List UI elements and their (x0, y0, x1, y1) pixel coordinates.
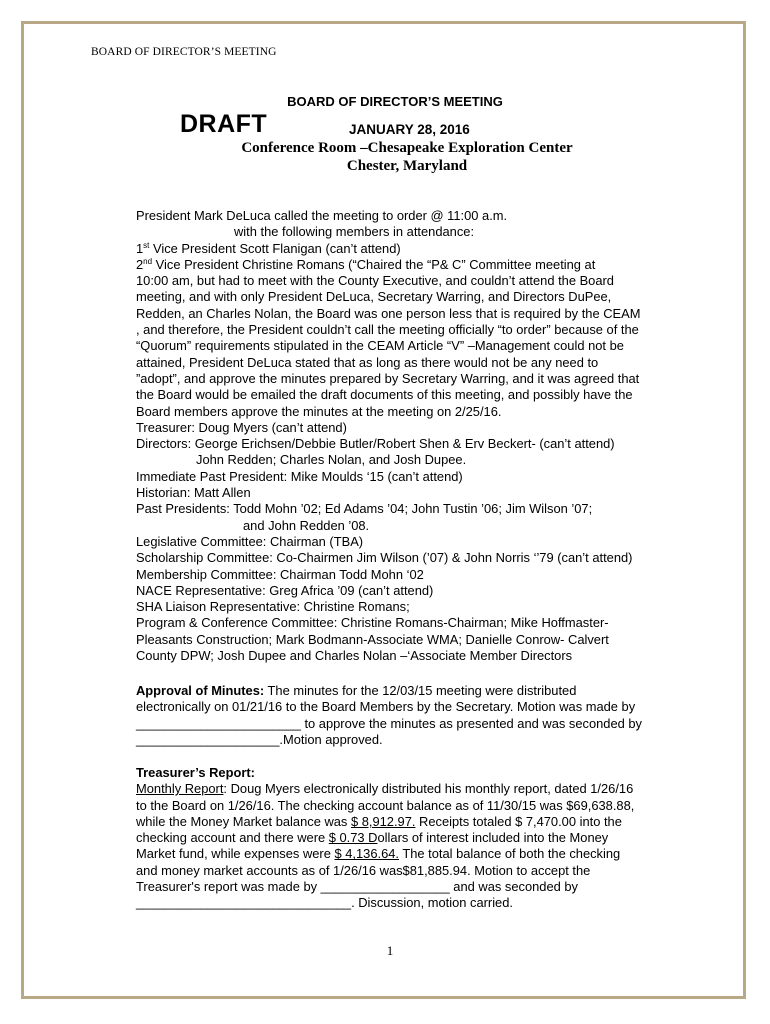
text-line: Board members approve the minutes at the meeting on 2/25/16. (136, 403, 502, 419)
text-line: , and therefore, the President couldn’t call the meeting officially “to order” because of the (136, 322, 639, 338)
text-line: and money market accounts as of 1/26/16 was$81,885.94. Motion to accept the (136, 862, 591, 878)
text-line: with the following members in attendance: (234, 224, 475, 240)
text-line: 1st Vice President Scott Flanigan (can’t attend) (136, 240, 401, 256)
text-line: President Mark DeLuca called the meeting to order @ 11:00 a.m. (136, 208, 508, 223)
text-line: Monthly Report: Doug Myers electronically distributed his monthly report, dated 1/26/16 (136, 781, 634, 797)
attendance-section (136, 208, 696, 664)
meeting-location: Conference Room –Chesapeake Exploration Center (241, 140, 573, 156)
text-line: ____________________.Motion approved. (136, 731, 383, 747)
text-line: Program & Conference Committee: Christine Romans-Chairman; Mike Hoffmaster- (136, 615, 609, 631)
treasurer-section (136, 765, 696, 912)
section-heading: Treasurer’s Report: (136, 765, 255, 780)
approval-section (136, 683, 696, 748)
text-line: electronically on 01/21/16 to the Board Members by the Secretary. Motion was made by (136, 699, 636, 715)
text-line: Past Presidents: Todd Mohn ’02; Ed Adams ’04; John Tustin ’06; Jim Wilson ’07; (136, 501, 593, 517)
text-line: and John Redden ’08. (243, 517, 370, 533)
text-line: John Redden; Charles Nolan, and Josh Dupee. (196, 452, 467, 468)
text-line: the Board would be emailed the draft documents of this meeting, and possibly have the (136, 387, 633, 403)
text-line: Redden, an Charles Nolan, the Board was one person less that is required by the CEAM (136, 305, 641, 321)
text-line: ”adopt”, and approve the minutes prepared by Secretary Warring, and it was agreed that (136, 370, 640, 386)
text-line: Legislative Committee: Chairman (TBA) (136, 533, 364, 549)
text-line: _______________________ to approve the minutes as presented and was seconded by (136, 715, 642, 731)
text-line: attained, President DeLuca stated that as long as there would not be any need to (136, 354, 599, 370)
text-line: 2nd Vice President Christine Romans (“Chaired the “P& C” Committee meeting at (136, 256, 596, 272)
text-line: Immediate Past President: Mike Moulds ‘15 (can’t attend) (136, 468, 463, 484)
document-title: BOARD OF DIRECTOR’S MEETING (287, 94, 503, 109)
meeting-city: Chester, Maryland (346, 158, 468, 174)
text-line: NACE Representative: Greg Africa ’09 (can’t attend) (136, 582, 434, 598)
text-line: Approval of Minutes: The minutes for the 12/03/15 meeting were distributed (136, 683, 577, 698)
text-line: checking account and there were $ 0.73 Dollars of interest included into the Money (136, 830, 609, 846)
text-line: to the Board on 1/26/16. The checking account balance as of 11/30/15 was $69,638.88, (136, 797, 635, 813)
monthly-report-label: Monthly Report (136, 781, 224, 797)
running-header: BOARD OF DIRECTOR’S MEETING (91, 46, 277, 58)
text-line: ______________________________. Discussion, motion carried. (136, 895, 513, 911)
text-line: Treasurer: Doug Myers (can’t attend) (136, 419, 347, 435)
text-line: Pleasants Construction; Mark Bodmann-Associate WMA; Danielle Conrow- Calvert (136, 631, 609, 647)
text-line: SHA Liaison Representative: Christine Romans; (136, 599, 410, 615)
text-line: Treasurer's report was made by __________________ and was seconded by (136, 879, 578, 895)
text-line: Directors: George Erichsen/Debbie Butler/Robert Shen & Erv Beckert- (can’t attend) (136, 436, 615, 452)
text-line: meeting, and with only President DeLuca, Secretary Warring, and Directors DuPee, (136, 289, 612, 305)
page-number: 1 (386, 943, 394, 958)
text-line: “Quorum” requirements stipulated in the CEAM Article “V” –Management could not be (136, 338, 624, 354)
text-line: while the Money Market balance was $ 8,912.97. Receipts totaled $ 7,470.00 into the (136, 813, 622, 829)
text-line: Historian: Matt Allen (136, 485, 251, 501)
text-line: Membership Committee: Chairman Todd Mohn ‘02 (136, 566, 424, 582)
meeting-date: JANUARY 28, 2016 (349, 122, 470, 137)
text-line: Market fund, while expenses were $ 4,136.64. The total balance of both the checking (136, 846, 621, 862)
text-line: 10:00 am, but had to meet with the County Executive, and couldn’t attend the Board (136, 273, 614, 289)
section-heading: Approval of Minutes: (136, 683, 265, 698)
text-line: County DPW; Josh Dupee and Charles Nolan –‘Associate Member Directors (136, 648, 573, 664)
draft-label: DRAFT (180, 110, 268, 138)
text-line: Scholarship Committee: Co-Chairmen Jim Wilson (’07) & John Norris ‘’79 (can’t attend) (136, 550, 633, 566)
